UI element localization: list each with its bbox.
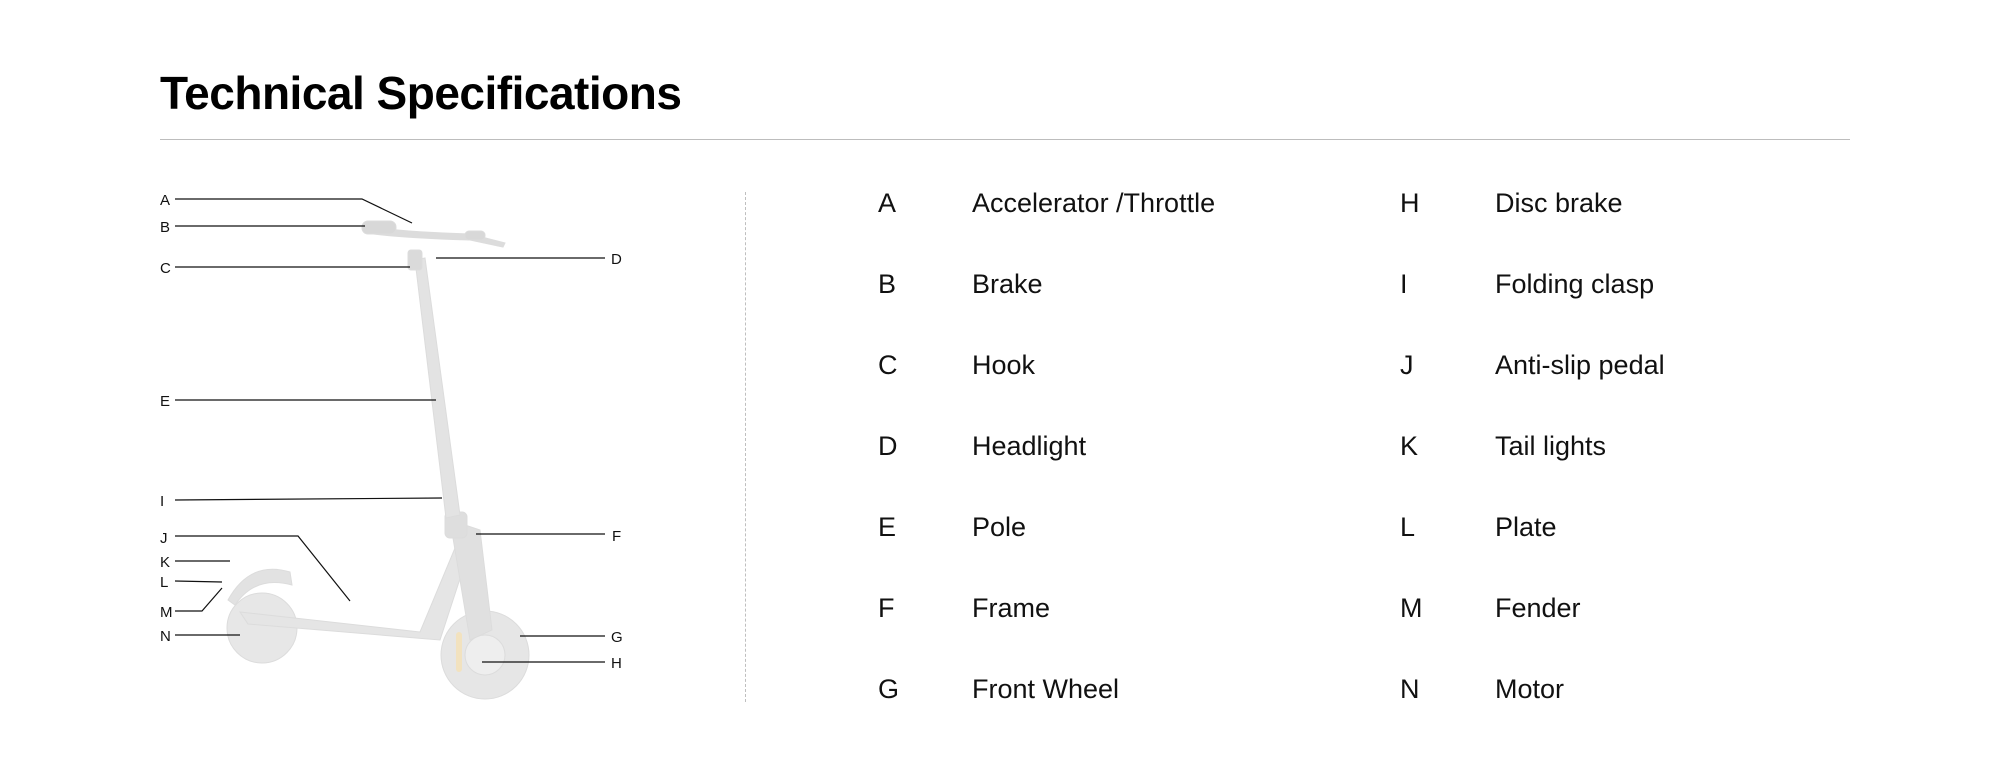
spec-name: Folding clasp	[1495, 269, 1655, 299]
callout-h: H	[611, 655, 622, 672]
spec-name: Motor	[1495, 674, 1565, 704]
callout-l: L	[160, 574, 169, 591]
callout-line-i	[175, 498, 442, 500]
callout-c: C	[160, 260, 171, 277]
spec-letter: G	[878, 674, 900, 704]
callout-e: E	[160, 393, 171, 410]
spec-letter: A	[878, 188, 897, 218]
title-divider	[160, 139, 1850, 140]
spec-letter: J	[1400, 350, 1414, 380]
spec-name: Pole	[972, 512, 1027, 542]
spec-letter: D	[878, 431, 898, 461]
spec-name: Accelerator /Throttle	[972, 188, 1216, 218]
spec-letter: C	[878, 350, 898, 380]
callout-b: B	[160, 219, 171, 236]
pole-shape	[415, 258, 460, 518]
callout-j: J	[160, 530, 168, 547]
page-title: Technical Specifications	[160, 67, 682, 119]
spec-letter: K	[1400, 431, 1419, 461]
callout-line-l	[175, 581, 222, 582]
spec-name: Frame	[972, 593, 1051, 623]
callout-m: M	[160, 604, 173, 621]
callout-a: A	[160, 192, 171, 209]
spec-letter: L	[1400, 512, 1416, 542]
spec-name: Hook	[972, 350, 1036, 380]
spec-letter: B	[878, 269, 897, 299]
spec-name: Front Wheel	[972, 674, 1120, 704]
spec-name: Plate	[1495, 512, 1557, 542]
callout-line-a	[175, 199, 412, 223]
spec-name: Tail lights	[1495, 431, 1607, 461]
spec-letter: M	[1400, 593, 1423, 623]
spec-name: Disc brake	[1495, 188, 1623, 218]
scooter-silhouette	[227, 221, 529, 699]
spec-letter: E	[878, 512, 897, 542]
callout-i: I	[160, 493, 165, 510]
column-divider	[745, 192, 746, 702]
scooter-diagram	[150, 180, 650, 720]
deck-shape	[240, 548, 470, 640]
callout-n: N	[160, 628, 171, 645]
spec-name: Brake	[972, 269, 1043, 299]
rear-wheel	[227, 593, 297, 663]
callout-f: F	[612, 528, 622, 545]
spec-letter: N	[1400, 674, 1420, 704]
spec-letter: F	[878, 593, 895, 623]
spec-name: Anti-slip pedal	[1495, 350, 1665, 380]
spec-name: Headlight	[972, 431, 1087, 461]
callout-line-j	[175, 536, 350, 601]
spec-letter: I	[1400, 269, 1408, 299]
callout-g: G	[611, 629, 623, 646]
spec-name: Fender	[1495, 593, 1581, 623]
callout-line-m	[175, 588, 222, 611]
callout-k: K	[160, 554, 171, 571]
callout-d: D	[611, 251, 622, 268]
spec-letter: H	[1400, 188, 1420, 218]
